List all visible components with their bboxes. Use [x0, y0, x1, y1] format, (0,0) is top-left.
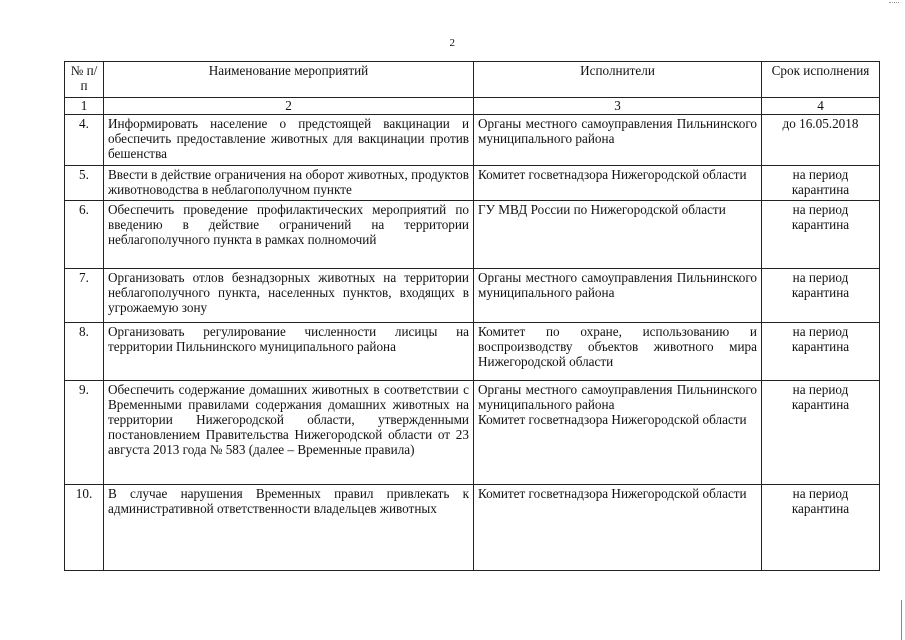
- column-index-row: [65, 98, 880, 115]
- row-number: 4.: [65, 115, 104, 166]
- column-index: 1: [65, 98, 104, 115]
- header-term: Срок исполнения: [762, 62, 880, 98]
- measure-executors: Комитет по охране, использованию и воспроизводству объектов животного мира Нижегородской области: [474, 323, 762, 381]
- measure-executors: Органы местного самоуправления Пильнинского муниципального района: [474, 269, 762, 323]
- table-row: [65, 485, 880, 571]
- measure-executors: Комитет госветнадзора Нижегородской области: [474, 485, 762, 571]
- measure-name: Ввести в действие ограничения на оборот животных, продуктов животноводства в неблагополучном пункте: [104, 166, 474, 201]
- measure-name: Организовать отлов безнадзорных животных на территории неблагополучного пункта, населенных пунктов, входящих в угрожаемую зону: [104, 269, 474, 323]
- measure-executors: Комитет госветнадзора Нижегородской области: [474, 166, 762, 201]
- measure-term: на период карантина: [762, 269, 880, 323]
- table-row: [65, 381, 880, 485]
- header-executors: Исполнители: [474, 62, 762, 98]
- measure-term: на период карантина: [762, 323, 880, 381]
- row-number: 8.: [65, 323, 104, 381]
- table-row: [65, 269, 880, 323]
- measure-name: Обеспечить проведение профилактических мероприятий по введению в действие ограничений на территории неблагополучного пункта в рамках полномочий: [104, 201, 474, 269]
- column-index: 3: [474, 98, 762, 115]
- measures-table: [64, 61, 880, 571]
- measure-term: на период карантина: [762, 201, 880, 269]
- header-num: № п/п: [65, 62, 104, 98]
- scan-edge-line: [901, 600, 903, 640]
- row-number: 6.: [65, 201, 104, 269]
- row-number: 10.: [65, 485, 104, 571]
- table-row: [65, 201, 880, 269]
- measure-term: на период карантина: [762, 485, 880, 571]
- measure-executors: Органы местного самоуправления Пильнинского муниципального района: [474, 115, 762, 166]
- page-number: 2: [449, 37, 456, 49]
- measure-term: до 16.05.2018: [762, 115, 880, 166]
- column-index: 4: [762, 98, 880, 115]
- table-row: [65, 166, 880, 201]
- measure-term: на период карантина: [762, 166, 880, 201]
- measure-executors: Органы местного самоуправления Пильнинского муниципального района Комитет госветнадзора Нижегородской области: [474, 381, 762, 485]
- table-row: [65, 115, 880, 166]
- table-row: [65, 323, 880, 381]
- measure-name: Организовать регулирование численности лисицы на территории Пильнинского муниципального района: [104, 323, 474, 381]
- row-number: 5.: [65, 166, 104, 201]
- measure-term: на период карантина: [762, 381, 880, 485]
- measure-name: Информировать население о предстоящей вакцинации и обеспечить предоставление животных для вакцинации против бешенства: [104, 115, 474, 166]
- scan-edge-mark: [889, 2, 899, 4]
- column-index: 2: [104, 98, 474, 115]
- measure-name: В случае нарушения Временных правил привлекать к административной ответственности владельцев животных: [104, 485, 474, 571]
- header-name: Наименование мероприятий: [104, 62, 474, 98]
- table-header-row: [65, 62, 880, 98]
- row-number: 9.: [65, 381, 104, 485]
- measure-name: Обеспечить содержание домашних животных в соответствии с Временными правилами содержания домашних животных на территории Нижегородской области, утвержденными постановлением Правительства Нижегородской области от 23 августа 2013 года № 583 (далее – Временные правила): [104, 381, 474, 485]
- measure-executors: ГУ МВД России по Нижегородской области: [474, 201, 762, 269]
- row-number: 7.: [65, 269, 104, 323]
